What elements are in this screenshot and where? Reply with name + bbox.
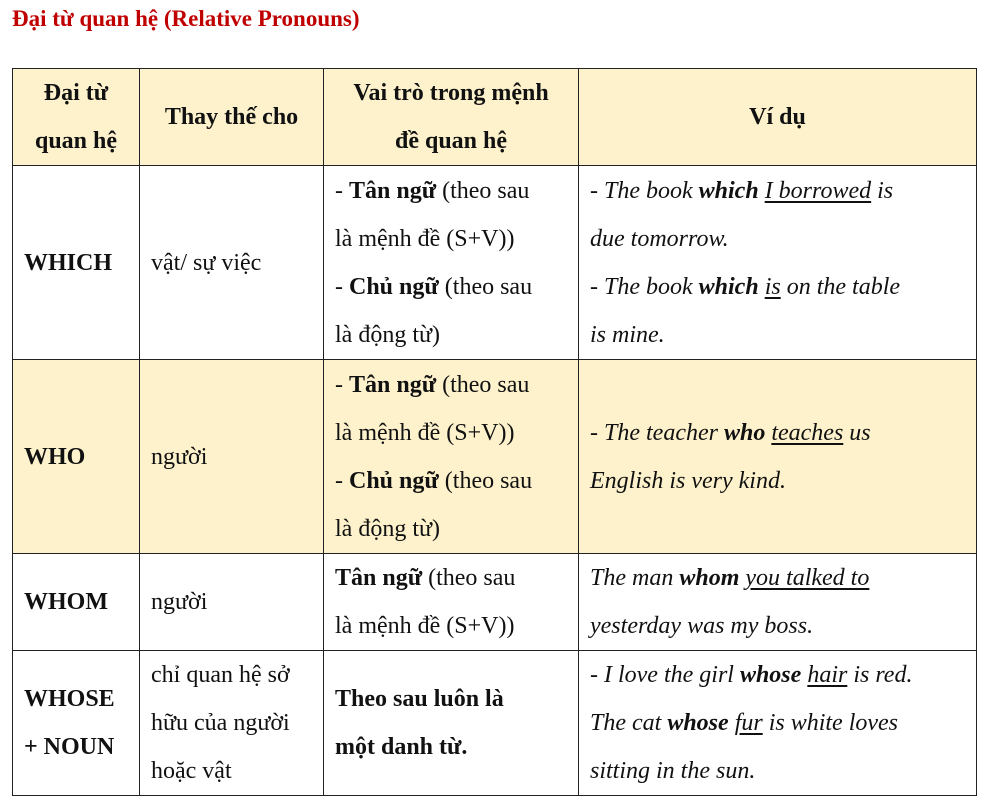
header-role-line1: Vai trò trong mệnh (353, 80, 549, 106)
role-line: - Tân ngữ (theo sau (335, 371, 530, 398)
header-pronoun-line1: Đại từ (43, 80, 109, 106)
role-line: Tân ngữ (theo sau (335, 565, 516, 591)
header-pronoun-line2: quan hệ (34, 128, 118, 154)
table-row (13, 651, 977, 796)
table-header-row (13, 69, 977, 166)
role-line: là mệnh đề (S+V)) (335, 225, 515, 252)
example-line: - The book which I borrowed is (590, 177, 894, 204)
example-line: The cat whose fur is white loves (590, 710, 899, 736)
role-line: là mệnh đề (S+V)) (335, 613, 515, 639)
header-example-text: Ví dụ (749, 104, 806, 130)
example-cell (579, 166, 977, 360)
pronoun-text: + NOUN (24, 734, 115, 760)
pronoun-cell (13, 166, 140, 360)
replaces-line: hữu của người (151, 710, 290, 736)
role-keyword: Tân ngữ (349, 177, 437, 204)
example-clause: I borrowed (764, 177, 872, 204)
role-keyword: Chủ ngữ (349, 273, 439, 300)
example-line: English is very kind. (590, 467, 786, 494)
header-replaces (140, 69, 324, 166)
pronoun-cell (13, 554, 140, 651)
relative-pronouns-table (12, 68, 977, 796)
role-line: - Tân ngữ (theo sau (335, 177, 530, 204)
pronoun-cell (13, 651, 140, 796)
example-line: sitting in the sun. (590, 758, 756, 784)
example-pronoun: whom (679, 565, 740, 591)
role-cell (324, 554, 579, 651)
replaces-cell (140, 166, 324, 360)
table-row (13, 166, 977, 360)
role-cell (324, 360, 579, 554)
example-pronoun: which (698, 177, 759, 204)
example-cell (579, 651, 977, 796)
example-clause: hair (807, 662, 848, 688)
example-line: is mine. (590, 321, 665, 348)
example-clause: is (764, 273, 781, 300)
role-cell (324, 166, 579, 360)
example-line: - The teacher who teaches us (590, 419, 871, 446)
example-pronoun: who (723, 419, 766, 446)
header-role (324, 69, 579, 166)
role-line: Theo sau luôn là (335, 686, 504, 712)
role-line: - Chủ ngữ (theo sau (335, 273, 533, 300)
replaces-cell (140, 651, 324, 796)
example-clause: fur (734, 710, 763, 736)
page-title: Đại từ quan hệ (Relative Pronouns) (12, 6, 360, 31)
role-line: một danh từ. (335, 734, 468, 760)
example-line: yesterday was my boss. (590, 613, 814, 639)
header-replaces-text: Thay thế cho (164, 104, 299, 130)
example-cell (579, 360, 977, 554)
header-example (579, 69, 977, 166)
example-pronoun: whose (739, 662, 802, 688)
pronoun-text: WHICH (24, 249, 113, 276)
example-line: - I love the girl whose hair is red. (590, 662, 913, 688)
role-line: là mệnh đề (S+V)) (335, 419, 515, 446)
example-pronoun: whose (667, 710, 729, 736)
role-line: là động từ) (335, 321, 440, 348)
role-keyword: Tân ngữ (335, 565, 423, 591)
pronoun-text: WHO (24, 443, 86, 470)
example-line: - The book which is on the table (590, 273, 901, 300)
replaces-line: hoặc vật (151, 758, 232, 784)
replaces-line: chỉ quan hệ sở (151, 662, 290, 688)
pronoun-cell (13, 360, 140, 554)
table-row (13, 360, 977, 554)
example-line: The man whom you talked to (590, 565, 870, 591)
example-cell (579, 554, 977, 651)
role-line: là động từ) (335, 515, 440, 542)
role-keyword: Tân ngữ (349, 371, 437, 398)
example-line: due tomorrow. (590, 225, 729, 252)
replaces-cell (140, 360, 324, 554)
table-row (13, 554, 977, 651)
example-clause: you talked to (745, 565, 870, 591)
replaces-text: người (151, 443, 208, 470)
example-pronoun: which (698, 273, 759, 300)
header-pronoun (13, 69, 140, 166)
pronoun-text: WHOSE (24, 686, 115, 712)
header-role-line2: đề quan hệ (394, 128, 508, 154)
pronoun-text: WHOM (24, 589, 108, 615)
replaces-text: người (151, 589, 208, 615)
replaces-text: vật/ sự việc (151, 249, 262, 276)
role-keyword: Chủ ngữ (349, 467, 439, 494)
replaces-cell (140, 554, 324, 651)
example-clause: teaches (771, 419, 844, 446)
role-cell (324, 651, 579, 796)
role-line: - Chủ ngữ (theo sau (335, 467, 533, 494)
